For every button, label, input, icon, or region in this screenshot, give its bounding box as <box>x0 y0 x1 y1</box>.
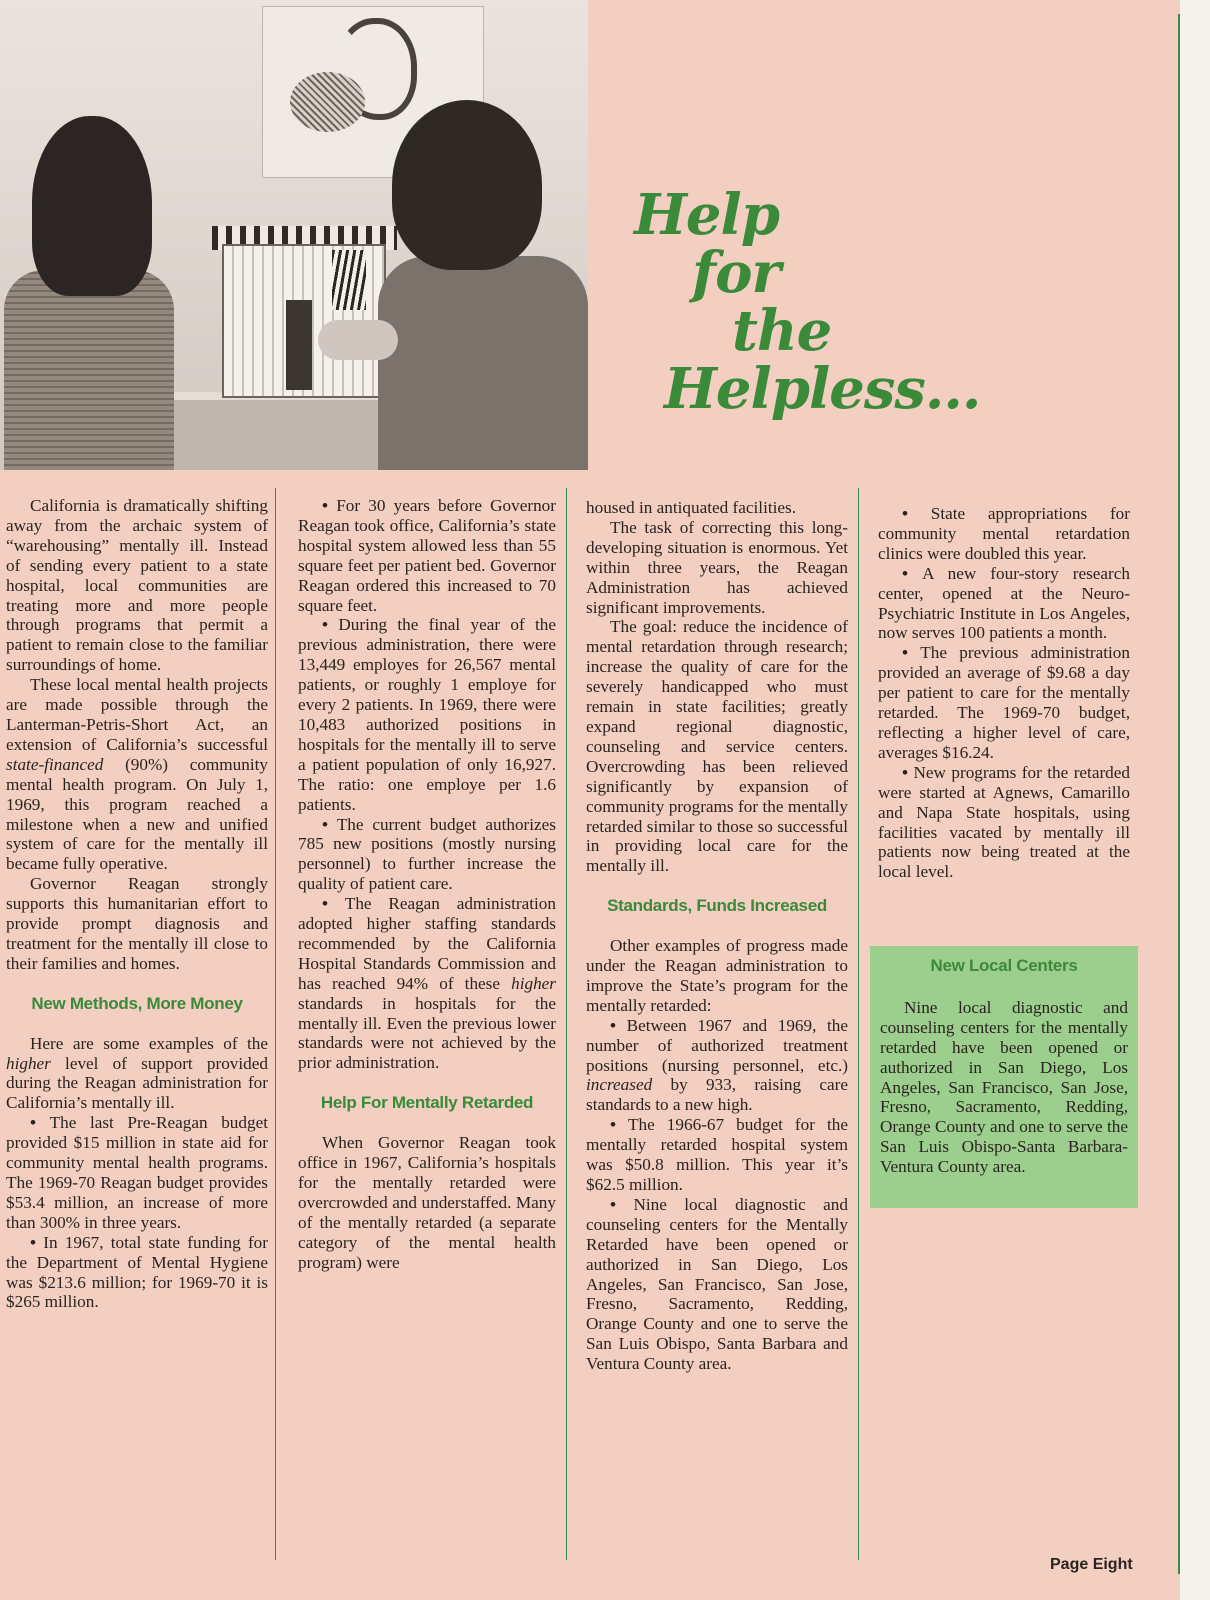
paragraph <box>6 1034 268 1114</box>
paragraph: California is dramatically shifting away from the archaic system of “warehousing” mentally ill. Instead of sending every patient to a state hospital, local communities are treating more and more people through programs that permit a patient to remain close to the familiar surroundings of home. <box>6 496 268 675</box>
headline-line: Help <box>634 182 779 248</box>
article-column-2 <box>298 496 556 1273</box>
paragraph <box>6 675 268 874</box>
paragraph: The goal: reduce the incidence of mental retardation through research; increase the quality of care for the severely handicapped who must remain in state facilities; greatly expand regional diagnostic, counseling and service centers. Overcrowding has been relieved significantly by expansion of community programs for the mentally retarded similar to those so successful in providing local care for the mentally ill. <box>586 617 848 876</box>
headline <box>634 182 1014 422</box>
emphasis: higher <box>6 1053 51 1073</box>
bullet-paragraph <box>586 1016 848 1116</box>
text-run: (90%) community mental health program. On July 1, 1969, this program reached a milestone when a new and unified system of care for the mentally ill became fully operative. <box>6 754 268 874</box>
bullet-paragraph: • The 1966-67 budget for the mentally retarded hospital system was $50.8 million. This year it’s $62.5 million. <box>586 1115 848 1195</box>
bullet-paragraph: • A new four-story research center, opened at the Neuro-Psychiatric Institute in Los Angeles, now serves 100 patients a month. <box>878 564 1130 644</box>
bullet-paragraph: • Nine local diagnostic and counseling centers for the Mentally Retarded have been opened or authorized in San Diego, Los Angeles, San Francisco, San Jose, Fresno, Sacramento, Redding, Orange County and one to serve the San Luis Obispo, Santa Barbara and Ventura County area. <box>586 1195 848 1374</box>
text-run: level of support provided during the Reagan administration for California’s mentally ill. <box>6 1053 268 1113</box>
section-heading: New Methods, More Money <box>31 993 243 1013</box>
bullet-paragraph: • During the final year of the previous administration, there were 13,449 employes for 26,567 mental patients, or roughly 1 employe for every 2 patients. In 1969, there were 10,483 authorized positions in hospitals for the mentally ill to serve a patient population of only 16,927. The ratio: one employe per 1.6 patients. <box>298 615 556 814</box>
page-number: Page Eight <box>1050 1556 1133 1573</box>
boy-figure <box>378 256 588 470</box>
bullet-paragraph: • New programs for the retarded were started at Agnews, Camarillo and Napa State hospitals, using facilities vacated by mentally ill patients now being treated at the local level. <box>878 763 1130 882</box>
column-rule <box>275 488 276 1560</box>
bullet-paragraph: • The current budget authorizes 785 new positions (mostly nursing personnel) to further increase the quality of patient care. <box>298 815 556 895</box>
text-run: The Reagan administration adopted higher staffing standards recommended by the California Hospital Standards Commission and has reached 94% of these <box>298 894 556 993</box>
bullet-paragraph: • State appropriations for community mental retardation clinics were doubled this year. <box>878 504 1130 564</box>
model-house-door <box>286 300 312 390</box>
text-run: These local mental health projects are made possible through the Lanterman-Petris-Short Act, an extension of California’s successful <box>6 675 268 754</box>
article-column-4 <box>878 504 1130 882</box>
text-run: Between 1967 and 1969, the number of authorized treatment positions (nursing personnel, etc.) <box>586 1015 848 1075</box>
bullet-paragraph: • The last Pre-Reagan budget provided $15 million in state aid for community mental health programs. The 1969-70 Reagan budget provides $53.4 million, an increase of more than 300% in three years. <box>6 1113 268 1232</box>
box-heading: New Local Centers <box>930 956 1078 975</box>
column-rule <box>858 488 859 1560</box>
article-column-1 <box>6 496 268 1312</box>
emphasis: higher <box>511 973 556 993</box>
girl-figure <box>4 270 174 470</box>
article-column-3 <box>586 498 848 1374</box>
emphasis: increased <box>586 1075 653 1095</box>
boy-arm <box>318 320 398 360</box>
paragraph: Governor Reagan strongly supports this humanitarian effort to provide prompt diagnosis and treatment for the mentally ill close to their families and homes. <box>6 874 268 973</box>
page-border-rule <box>1178 14 1180 1574</box>
paragraph: The task of correcting this long-developing situation is enormous. Yet within three years, the Reagan Administration has achieved significant improvements. <box>586 517 848 617</box>
text-run: standards in hospitals for the mentally ill. Even the previous lower standards were not achieved by the prior administration. <box>298 993 556 1073</box>
bullet-paragraph <box>298 894 556 1073</box>
model-house-window <box>332 250 366 310</box>
text-run: by 933, raising care standards to a new high. <box>586 1075 848 1115</box>
bullet-paragraph: • For 30 years before Governor Reagan took office, California’s state hospital system allowed less than 55 square feet per patient bed. Governor Reagan ordered this increased to 70 square feet. <box>298 496 556 615</box>
box-paragraph: Nine local diagnostic and counseling centers for the mentally retarded have been opened or authorized in San Diego, Los Angeles, San Francisco, San Jose, Fresno, Sacramento, Redding, Orange County and one to serve the San Luis Obispo-Santa Barbara-Ventura County area. <box>880 997 1128 1177</box>
text-run: Here are some examples of the <box>30 1033 268 1053</box>
emphasis: state-financed <box>6 754 104 774</box>
paragraph: When Governor Reagan took office in 1967, California’s hospitals for the mentally retarded were overcrowded and understaffed. Many of the mentally retarded (a separate category of the mental health program) were <box>298 1133 556 1272</box>
section-heading: Standards, Funds Increased <box>607 896 827 916</box>
boy-head <box>392 100 542 270</box>
headline-line: the <box>732 298 832 364</box>
column-rule <box>566 488 567 1560</box>
bullet-paragraph: • The previous administration provided an average of $9.68 a day per patient to care for the mentally retarded. The 1969-70 budget, reflecting a higher level of care, averages $16.24. <box>878 643 1130 762</box>
headline-line: for <box>692 240 780 306</box>
page-margin <box>1180 0 1210 1600</box>
paragraph: housed in antiquated facilities. <box>586 498 797 517</box>
headline-line: Helpless... <box>664 356 981 422</box>
section-heading: Help For Mentally Retarded <box>320 1093 534 1113</box>
new-local-centers-box <box>870 946 1138 1208</box>
girl-head <box>32 116 152 296</box>
paragraph: Other examples of progress made under the Reagan administration to improve the State’s program for the mentally retarded: <box>586 936 848 1015</box>
photo-children-model-house <box>0 0 588 470</box>
bullet-paragraph: • In 1967, total state funding for the Department of Mental Hygiene was $213.6 million; for 1969-70 it is $265 million. <box>6 1233 268 1313</box>
squirrel-drawing-body <box>290 72 365 132</box>
